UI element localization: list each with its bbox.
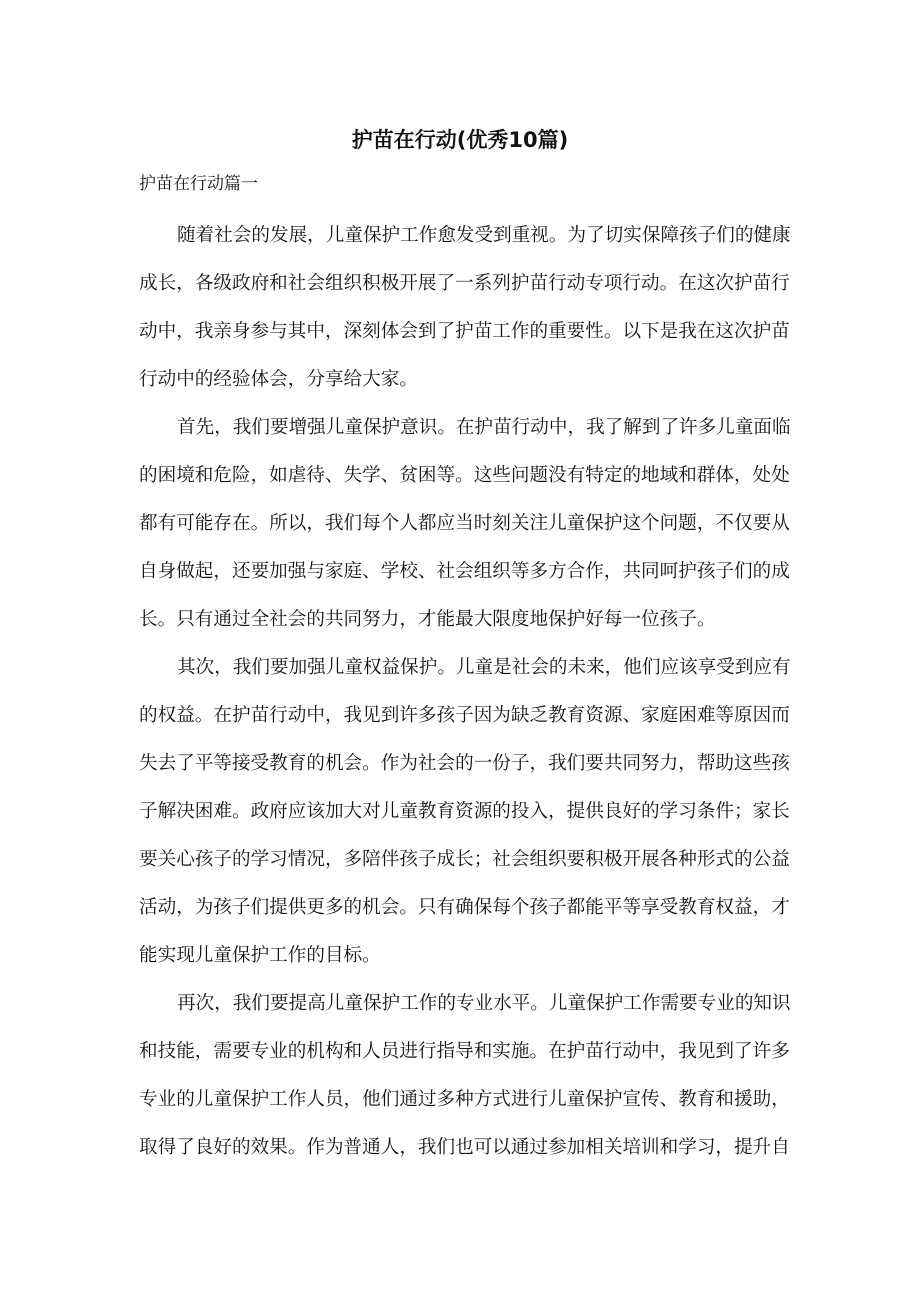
paragraph-line: 长。只有通过全社会的共同努力，才能最大限度地保护好每一位孩子。 [139,609,716,630]
paragraph-line: 子解决困难。政府应该加大对儿童教育资源的投入，提供良好的学习条件；家长 [139,801,790,822]
paragraph-line: 成长，各级政府和社会组织积极开展了一系列护苗行动专项行动。在这次护苗行 [139,273,790,294]
paragraph-line: 都有可能存在。所以，我们每个人都应当时刻关注儿童保护这个问题，不仅要从 [139,513,790,534]
paragraph-line: 失去了平等接受教育的机会。作为社会的一份子，我们要共同努力，帮助这些孩 [139,753,790,774]
paragraph-line: 动中，我亲身参与其中，深刻体会到了护苗工作的重要性。以下是我在这次护苗 [139,321,790,342]
paragraph-line: 首先，我们要增强儿童保护意识。在护苗行动中，我了解到了许多儿童面临 [177,417,791,438]
section-heading: 护苗在行动篇一 [139,174,258,194]
document-title: 护苗在行动(优秀10篇) [351,128,569,152]
paragraph-line: 能实现儿童保护工作的目标。 [139,945,381,966]
paragraph-line: 行动中的经验体会，分享给大家。 [139,369,418,390]
paragraph-line: 的困境和危险，如虐待、失学、贫困等。这些问题没有特定的地域和群体，处处 [139,465,790,486]
paragraph-line: 再次，我们要提高儿童保护工作的专业水平。儿童保护工作需要专业的知识 [177,993,791,1014]
paragraph-line: 专业的儿童保护工作人员，他们通过多种方式进行儿童保护宣传、教育和援助， [139,1089,790,1110]
paragraph-line: 其次，我们要加强儿童权益保护。儿童是社会的未来，他们应该享受到应有 [177,657,791,678]
paragraph-line: 的权益。在护苗行动中，我见到许多孩子因为缺乏教育资源、家庭困难等原因而 [139,705,790,726]
paragraph-line: 要关心孩子的学习情况，多陪伴孩子成长；社会组织要积极开展各种形式的公益 [139,849,790,870]
paragraph-line: 自身做起，还要加强与家庭、学校、社会组织等多方合作，共同呵护孩子们的成 [139,561,790,582]
paragraph-line: 和技能，需要专业的机构和人员进行指导和实施。在护苗行动中，我见到了许多 [139,1041,790,1062]
paragraph-line: 取得了良好的效果。作为普通人，我们也可以通过参加相关培训和学习，提升自 [139,1137,790,1158]
paragraph-line: 活动，为孩子们提供更多的机会。只有确保每个孩子都能平等享受教育权益，才 [139,897,790,918]
paragraph-line: 随着社会的发展，儿童保护工作愈发受到重视。为了切实保障孩子们的健康 [177,225,791,246]
